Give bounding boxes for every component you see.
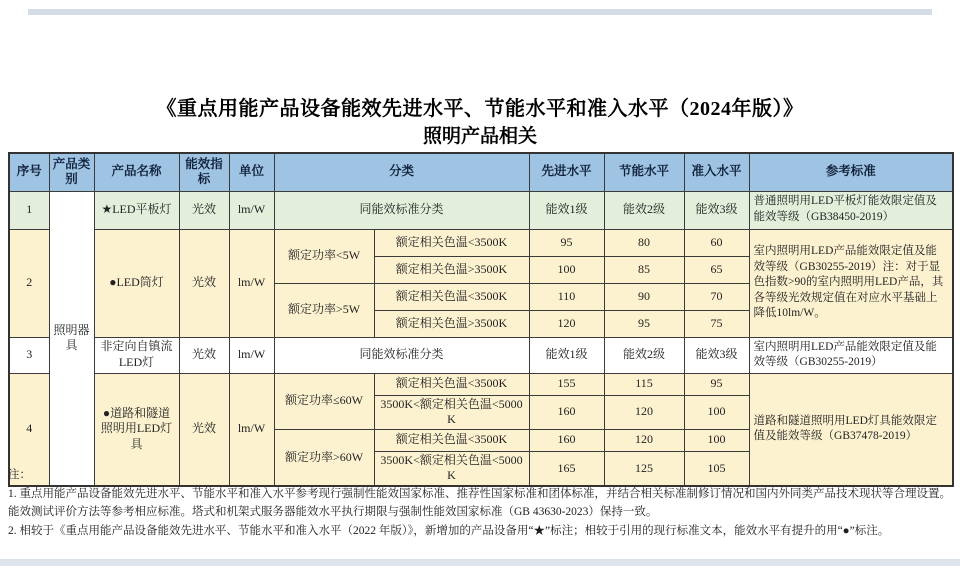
cell-r2-sub0-entry: 60 [684, 229, 749, 256]
cell-r4-sub2-cct: 额定相关色温<3500K [374, 429, 529, 451]
col-header-no: 序号 [9, 153, 49, 191]
cell-r4-sub2-advanced: 160 [529, 429, 604, 451]
cell-r4-sub1-saving: 120 [604, 395, 684, 429]
cell-r4-sub3-advanced: 165 [529, 451, 604, 486]
cell-r4-sub3-saving: 125 [604, 451, 684, 486]
cell-r1-class: 同能效标准分类 [274, 191, 529, 229]
cell-r3-class: 同能效标准分类 [274, 337, 529, 373]
cell-r4-sub0-cct: 额定相关色温<3500K [374, 373, 529, 395]
cell-r3-advanced: 能效1级 [529, 337, 604, 373]
cell-r3-saving: 能效2级 [604, 337, 684, 373]
cell-r4-sub1-entry: 100 [684, 395, 749, 429]
col-header-advanced: 先进水平 [529, 153, 604, 191]
cell-r4-sub1-advanced: 160 [529, 395, 604, 429]
table-row [9, 229, 953, 256]
cell-r2-power2: 额定功率>5W [274, 283, 374, 337]
table-row [9, 191, 953, 229]
cell-r4-no: 4 [9, 373, 49, 486]
cell-r2-unit: lm/W [229, 229, 274, 337]
cell-r4-name: ●道路和隧道照明用LED灯具 [94, 373, 179, 486]
col-header-unit: 单位 [229, 153, 274, 191]
cell-r1-name: ★LED平板灯 [94, 191, 179, 229]
bottom-artifact-strip [0, 559, 960, 566]
footnotes [8, 466, 954, 541]
cell-r4-sub2-saving: 120 [604, 429, 684, 451]
cell-r4-sub3-entry: 105 [684, 451, 749, 486]
cell-r1-saving: 能效2级 [604, 191, 684, 229]
cell-r1-advanced: 能效1级 [529, 191, 604, 229]
table-row [9, 337, 953, 373]
cell-r4-metric: 光效 [179, 373, 229, 486]
cell-product-category: 照明器具 [49, 191, 94, 486]
top-artifact-strip [28, 9, 932, 15]
cell-r2-power1: 额定功率<5W [274, 229, 374, 283]
cell-r3-no: 3 [9, 337, 49, 373]
cell-r4-sub2-entry: 100 [684, 429, 749, 451]
cell-r3-unit: lm/W [229, 337, 274, 373]
cell-r4-sub1-cct: 3500K<额定相关色温<5000K [374, 395, 529, 429]
col-header-category: 产品类别 [49, 153, 94, 191]
cell-r3-reference: 室内照明用LED产品能效限定值及能效等级（GB30255-2019） [749, 337, 953, 373]
cell-r1-metric: 光效 [179, 191, 229, 229]
cell-r2-metric: 光效 [179, 229, 229, 337]
cell-r4-unit: lm/W [229, 373, 274, 486]
cell-r2-sub0-saving: 80 [604, 229, 684, 256]
cell-r2-sub1-cct: 额定相关色温>3500K [374, 256, 529, 283]
cell-r4-power2: 额定功率>60W [274, 429, 374, 486]
cell-r3-name: 非定向自镇流LED灯 [94, 337, 179, 373]
cell-r4-reference: 道路和隧道照明用LED灯具能效限定值及能效等级（GB37478-2019） [749, 373, 953, 486]
cell-r1-reference: 普通照明用LED平板灯能效限定值及能效等级（GB38450-2019） [749, 191, 953, 229]
cell-r4-sub0-advanced: 155 [529, 373, 604, 395]
cell-r2-sub2-entry: 70 [684, 283, 749, 310]
footnote-1: 1. 重点用能产品设备能效先进水平、节能水平和准入水平参考现行强制性能效国家标准、推荐性国家标准和团体标准，并结合相关标准制修订情况和国内外同类产品技术现状等合理设置。能效测试评价方法等参考相应标准。塔式和机架式服务器能效水平执行期限与强制性能效国家标准（GB 43630-2023）保持一致。 [8, 487, 951, 519]
cell-r2-sub3-cct: 额定相关色温>3500K [374, 310, 529, 337]
cell-r2-no: 2 [9, 229, 49, 337]
cell-r2-sub3-entry: 75 [684, 310, 749, 337]
footnote-2: 2. 相较于《重点用能产品设备能效先进水平、节能水平和准入水平（2022 年版）》，新增加的产品设备用“★”标注；相较于引用的现行标准文本，能效水平有提升的用“●”标注。 [8, 524, 890, 537]
cell-r2-sub2-cct: 额定相关色温<3500K [374, 283, 529, 310]
cell-r2-sub0-cct: 额定相关色温<3500K [374, 229, 529, 256]
cell-r4-sub0-saving: 115 [604, 373, 684, 395]
cell-r2-sub1-saving: 85 [604, 256, 684, 283]
cell-r4-sub3-cct: 3500K<额定相关色温<5000K [374, 451, 529, 486]
cell-r2-sub1-entry: 65 [684, 256, 749, 283]
cell-r1-entry: 能效3级 [684, 191, 749, 229]
cell-r2-sub1-advanced: 100 [529, 256, 604, 283]
page-subtitle: 照明产品相关 [422, 126, 537, 147]
cell-r2-reference: 室内照明用LED产品能效限定值及能效等级（GB30255-2019）注：对于显色指数>90的室内照明用LED产品，其各等级光效规定值在对应水平基础上降低10lm/W。 [749, 229, 953, 337]
cell-r2-sub0-advanced: 95 [529, 229, 604, 256]
cell-r3-entry: 能效3级 [684, 337, 749, 373]
footnote-label: 注： [8, 469, 31, 481]
cell-r2-sub3-advanced: 120 [529, 310, 604, 337]
col-header-reference: 参考标准 [749, 153, 953, 191]
cell-r2-sub3-saving: 95 [604, 310, 684, 337]
col-header-classification: 分类 [274, 153, 529, 191]
energy-efficiency-table [8, 152, 954, 487]
col-header-entry: 准入水平 [684, 153, 749, 191]
table-container [8, 152, 952, 487]
table-row [9, 373, 953, 395]
col-header-metric: 能效指标 [179, 153, 229, 191]
cell-r2-sub2-advanced: 110 [529, 283, 604, 310]
cell-r2-sub2-saving: 90 [604, 283, 684, 310]
col-header-name: 产品名称 [94, 153, 179, 191]
cell-r4-power1: 额定功率≤60W [274, 373, 374, 429]
header-row [9, 153, 953, 191]
cell-r3-metric: 光效 [179, 337, 229, 373]
cell-r1-unit: lm/W [229, 191, 274, 229]
cell-r1-no: 1 [9, 191, 49, 229]
col-header-saving: 节能水平 [604, 153, 684, 191]
page-title: 《重点用能产品设备能效先进水平、节能水平和准入水平（2024年版）》 [156, 98, 804, 120]
cell-r4-sub0-entry: 95 [684, 373, 749, 395]
cell-r2-name: ●LED筒灯 [94, 229, 179, 337]
